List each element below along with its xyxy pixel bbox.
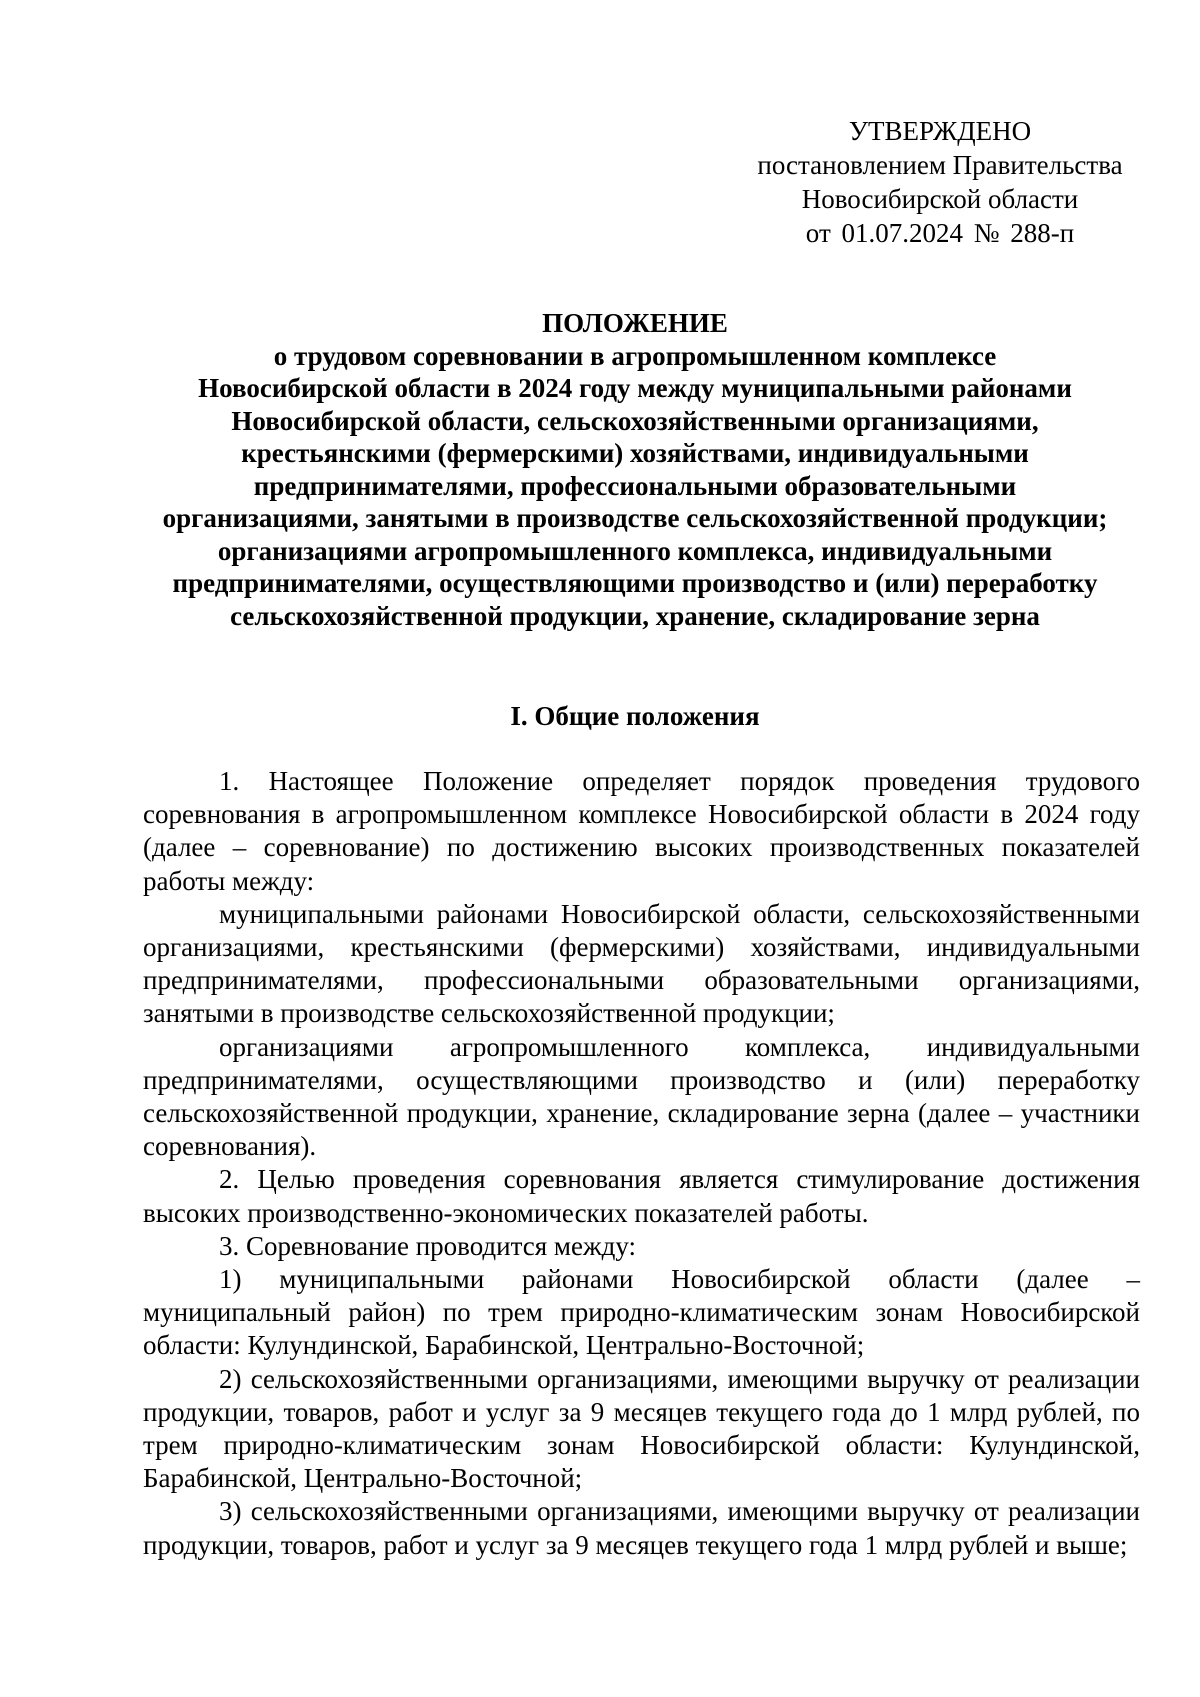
title-line: о трудовом соревновании в агропромышленном комплексе — [273, 340, 997, 371]
approval-region: Новосибирской области — [801, 184, 1079, 214]
section-heading: I. Общие положения — [510, 701, 760, 731]
approval-date-number: от 01.07.2024 № 288-п — [805, 218, 1075, 248]
title-line: крестьянскими (фермерскими) хозяйствами, индивидуальными — [241, 438, 1029, 468]
title-heading: ПОЛОЖЕНИЕ — [542, 308, 728, 338]
paragraph-3-item-3: 3) сельскохозяйственными организациями, имеющими выручку от реализации продукции, товаров, работ и услуг за 9 месяцев текущего года 1 млрд рублей и выше; — [143, 1496, 1140, 1560]
approval-heading: УТВЕРЖДЕНО — [848, 116, 1032, 146]
paragraph-list-item: муниципальными районами Новосибирской области, сельскохозяйственными организациями, крестьянскими (фермерскими) хозяйствами, индивидуальными предпринимателями, профессиональными образовательными организациями, занятыми в производстве сельскохозяйственной продукции; — [143, 898, 1140, 1029]
document-body — [143, 765, 1140, 1562]
title-line: организациями, занятыми в производстве сельскохозяйственной продукции; — [162, 503, 1108, 533]
paragraph-2: 2. Целью проведения соревнования является стимулирование достижения высоких производственно-экономических показателей работы. — [143, 1164, 1140, 1228]
approval-authority: постановлением Правительства — [757, 150, 1123, 180]
title-line: Новосибирской области в 2024 году между муниципальными районами — [198, 373, 1072, 403]
paragraph-3-item-1: 1) муниципальными районами Новосибирской области (далее – муниципальный район) по трем природно-климатическим зонам Новосибирской области: Кулундинской, Барабинской, Центрально-Восточной; — [143, 1264, 1140, 1361]
approval-stamp — [740, 114, 1140, 250]
paragraph-3-item-2: 2) сельскохозяйственными организациями, имеющими выручку от реализации продукции, товаров, работ и услуг за 9 месяцев текущего года до 1 млрд рублей, по трем природно-климатическим зонам Новосибирской области: Кулундинской, Барабинской, Центрально-Восточной; — [143, 1363, 1140, 1494]
title-line: организациями агропромышленного комплекса, индивидуальными — [217, 535, 1053, 566]
paragraph-list-item: организациями агропромышленного комплекса, индивидуальными предпринимателями, осуществляющими производство и (или) переработку сельскохозяйственной продукции, хранение, складирование зерна (далее – участники соревнования). — [143, 1031, 1140, 1162]
paragraph-1: 1. Настоящее Положение определяет порядок проведения трудового соревнования в агропромышленном комплексе Новосибирской области в 2024 году (далее – соревнование) по достижению высоких производственных показателей работы между: — [143, 766, 1140, 896]
paragraph-3: 3. Соревнование проводится между: — [219, 1230, 637, 1261]
title-line: предпринимателями, осуществляющими производство и (или) переработку — [172, 568, 1098, 598]
document-title — [135, 307, 1135, 632]
title-line: сельскохозяйственной продукции, хранение, складирование зерна — [230, 600, 1040, 631]
title-line: предпринимателями, профессиональными образовательными — [253, 470, 1017, 501]
title-line: Новосибирской области, сельскохозяйственными организациями, — [231, 405, 1039, 436]
